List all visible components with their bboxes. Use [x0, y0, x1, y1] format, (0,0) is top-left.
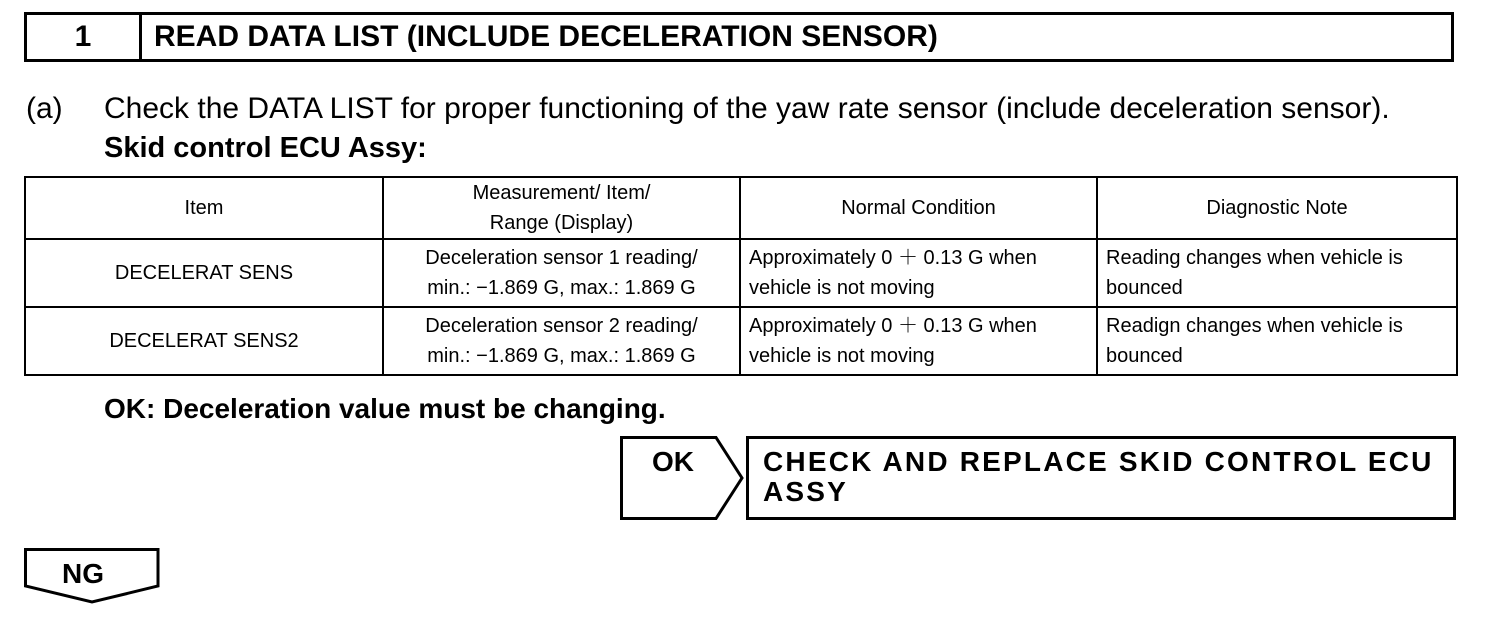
header-item: Item: [25, 177, 383, 239]
ok-result-text: CHECK AND REPLACE SKID CONTROL ECU ASSY: [763, 446, 1434, 507]
step-title: READ DATA LIST (INCLUDE DECELERATION SENSOR): [154, 20, 938, 53]
cell-measurement: Deceleration sensor 1 reading/ min.: −1.869 G, max.: 1.869 G: [383, 239, 740, 307]
cell-normal-condition: Approximately 0 ＋ 0.13 G when vehicle is not moving: [740, 239, 1097, 307]
table-header-row: [25, 177, 1457, 239]
step-number: 1: [27, 15, 142, 59]
header-measurement: Measurement/ Item/ Range (Display): [383, 177, 740, 239]
instruction-text: Check the DATA LIST for proper functioning of the yaw rate sensor (include deceleration sensor).: [104, 92, 1390, 125]
cell-diagnostic-note: Readign changes when vehicle is bounced: [1097, 307, 1457, 375]
ok-condition-text: OK: Deceleration value must be changing.: [104, 393, 666, 424]
instruction-label: (a): [26, 92, 63, 125]
header-diagnostic-note: Diagnostic Note: [1097, 177, 1457, 239]
header-normal-condition: Normal Condition: [740, 177, 1097, 239]
ok-label: OK: [652, 446, 694, 477]
ok-result-box: [746, 436, 1456, 520]
step-header: [24, 12, 1454, 62]
cell-normal-condition: Approximately 0 ＋ 0.13 G when vehicle is not moving: [740, 307, 1097, 375]
cell-item: DECELERAT SENS2: [25, 307, 383, 375]
ng-label: NG: [62, 558, 104, 589]
sub-heading: Skid control ECU Assy:: [104, 132, 427, 164]
cell-measurement: Deceleration sensor 2 reading/ min.: −1.869 G, max.: 1.869 G: [383, 307, 740, 375]
data-list-table: [24, 176, 1458, 376]
table-row: [25, 307, 1457, 375]
table-row: [25, 239, 1457, 307]
cell-item: DECELERAT SENS: [25, 239, 383, 307]
cell-diagnostic-note: Reading changes when vehicle is bounced: [1097, 239, 1457, 307]
